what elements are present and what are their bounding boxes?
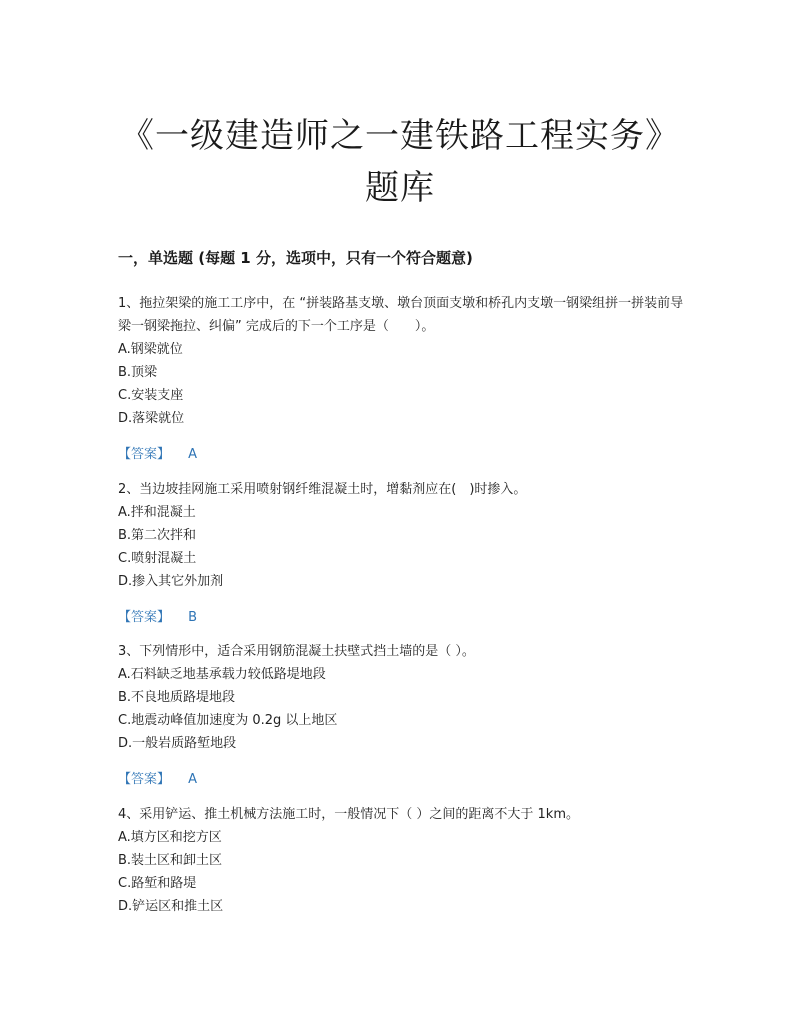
option-b: B.第二次拌和 xyxy=(118,528,197,543)
option-b: B.顶梁 xyxy=(118,365,158,380)
option-b: B.装土区和卸土区 xyxy=(118,853,223,868)
question-2 xyxy=(118,478,688,629)
answer-label: 【答案】 xyxy=(118,610,171,625)
question-stem: 2、当边坡挂网施工采用喷射钢纤维混凝土时，增黏剂应在( )时掺入。 xyxy=(118,482,527,497)
answer-value: A xyxy=(188,447,198,462)
question-4 xyxy=(118,803,688,918)
answer-label: 【答案】 xyxy=(118,772,171,787)
option-c: C.喷射混凝土 xyxy=(118,551,197,566)
question-1 xyxy=(118,292,688,466)
document-subtitle: 题库 xyxy=(365,168,435,208)
answer-value: A xyxy=(188,772,198,787)
question-stem: 4、采用铲运、推土机械方法施工时，一般情况下（ ）之间的距离不大于 1km。 xyxy=(118,807,579,822)
option-c: C.路堑和路堤 xyxy=(118,876,197,891)
answer-row xyxy=(118,443,688,466)
answer-row xyxy=(118,606,688,629)
option-d: D.一般岩质路堑地段 xyxy=(118,736,237,751)
option-d: D.铲运区和推土区 xyxy=(118,899,224,914)
section-header: 一，单选题 (每题 1 分，选项中，只有一个符合题意) xyxy=(118,249,473,267)
question-stem: 3、下列情形中，适合采用钢筋混凝土扶壁式挡土墙的是（ ）。 xyxy=(118,644,475,659)
option-a: A.填方区和挖方区 xyxy=(118,830,222,845)
option-c: C.安装支座 xyxy=(118,388,184,403)
option-a: A.石料缺乏地基承载力较低路堤地段 xyxy=(118,667,326,682)
option-c: C.地震动峰值加速度为 0.2g 以上地区 xyxy=(118,713,338,728)
answer-value: B xyxy=(188,610,198,625)
question-stem: 1、拖拉架梁的施工工序中，在 “拼装路基支墩、墩台顶面支墩和桥孔内支墩一钢梁组拼一拼装前导梁一钢梁拖拉、纠偏” 完成后的下一个工序是（ ）。 xyxy=(118,296,684,334)
answer-row xyxy=(118,768,688,791)
option-d: D.落梁就位 xyxy=(118,411,185,426)
document-title: 《一级建造师之一建铁路工程实务》 xyxy=(120,116,680,156)
question-3 xyxy=(118,640,688,791)
option-d: D.掺入其它外加剂 xyxy=(118,574,224,589)
option-a: A.钢梁就位 xyxy=(118,342,183,357)
answer-label: 【答案】 xyxy=(118,447,171,462)
option-a: A.拌和混凝土 xyxy=(118,505,196,520)
option-b: B.不良地质路堤地段 xyxy=(118,690,236,705)
